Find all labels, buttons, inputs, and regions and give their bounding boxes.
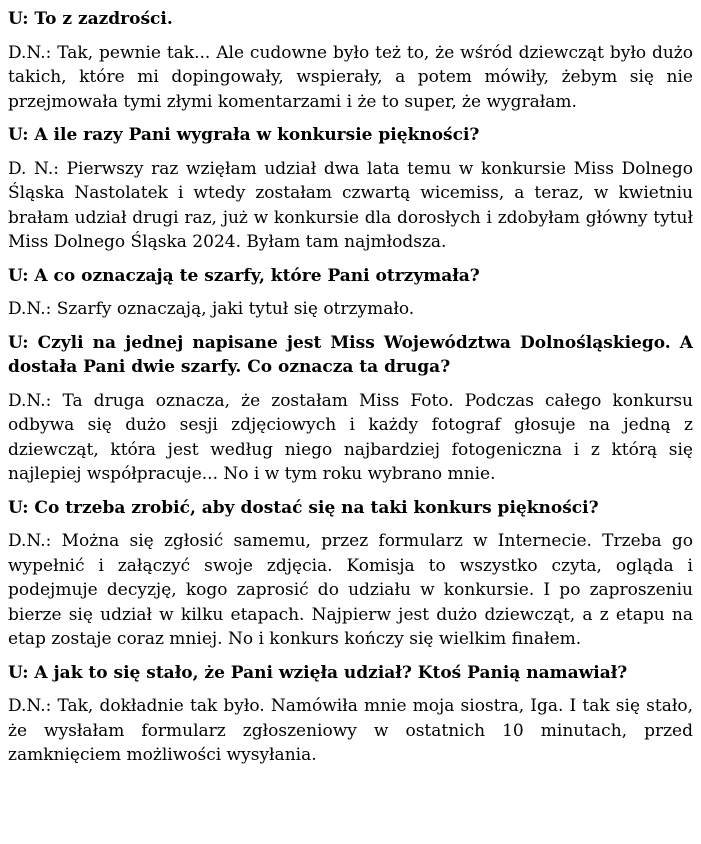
answer-paragraph: D.N.: Ta druga oznacza, że zostałam Miss Foto. Podczas całego konkursu odbywa się dużo sesji zdjęciowych i każdy fotograf głosuje na jedną z dziewcząt, która jest według niego najbardziej fotogeniczna i z którą się najlepiej współpracuje... No i w tym roku wybrano mnie. [8, 390, 693, 484]
answer-paragraph: D.N.: Można się zgłosić samemu, przez formularz w Internecie. Trzeba go wypełnić i załączyć swoje zdjęcia. Komisja to wszystko czyta, ogląda i podejmuje decyzję, kogo zaprosić do udziału w konkursie. I po zaproszeniu bierze się udział w kilku etapach. Najpierw jest dużo dziewcząt, a z etapu na etap zostaje coraz mniej. No i konkurs kończy się wielkim finałem. [8, 531, 693, 649]
question-paragraph: U: A ile razy Pani wygrała w konkursie piękności? [8, 125, 480, 145]
answer-paragraph: D. N.: Pierwszy raz wzięłam udział dwa lata temu w konkursie Miss Dolnego Śląska Nastolatek i wtedy zostałam czwartą wicemiss, a teraz, w kwietniu brałam udział drugi raz, już w konkursie dla dorosłych i zdobyłam główny tytuł Miss Dolnego Śląska 2024. Byłam tam najmłodsza. [8, 158, 693, 252]
question-paragraph: U: To z zazdrości. [8, 9, 173, 29]
question-paragraph: U: Co trzeba zrobić, aby dostać się na taki konkurs piękności? [8, 497, 599, 518]
interview-document [8, 7, 693, 768]
answer-paragraph: D.N.: Tak, pewnie tak... Ale cudowne było też to, że wśród dziewcząt było dużo takich, które mi dopingowały, wspierały, a potem mówiły, żebym się nie przejmowała tymi złymi komentarzami i że to super, że wygrałam. [8, 42, 693, 112]
answer-paragraph: D.N.: Tak, dokładnie tak było. Namówiła mnie moja siostra, Iga. I tak się stało, że wysłałam formularz zgłoszeniowy w ostatnich 10 minutach, przed zamknięciem możliwości wysyłania. [8, 696, 693, 765]
question-paragraph: U: A co oznaczają te szarfy, które Pani otrzymała? [8, 265, 480, 286]
answer-paragraph: D.N.: Szarfy oznaczają, jaki tytuł się otrzymało. [8, 299, 415, 319]
question-paragraph: U: A jak to się stało, że Pani wzięła udział? Ktoś Panią namawiał? [8, 662, 628, 683]
question-paragraph: U: Czyli na jednej napisane jest Miss Województwa Dolnośląskiego. A dostała Pani dwie szarfy. Co oznacza ta druga? [8, 332, 693, 377]
